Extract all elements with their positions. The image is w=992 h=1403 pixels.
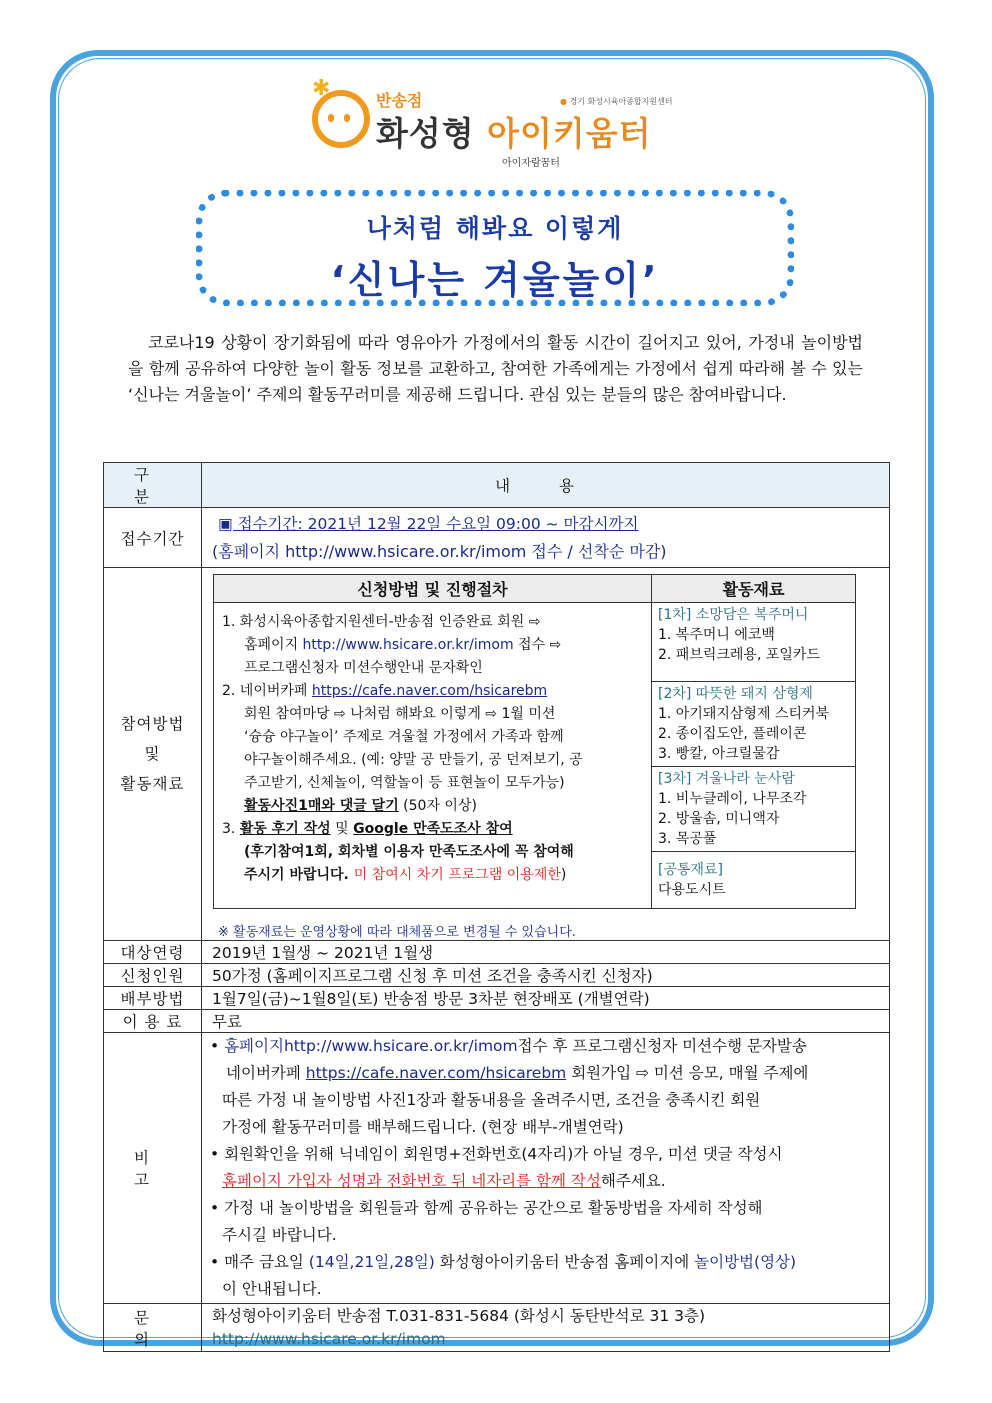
remarks-cafe-link[interactable]: https://cafe.naver.com/hsicarebm: [305, 1064, 567, 1082]
smile-face-icon: [312, 90, 370, 148]
distribution-value: 1월7일(금)~1월8일(토) 반송점 방문 3차분 현장배포 (개별연락): [202, 987, 890, 1010]
material-round2: [2차] 따뜻한 돼지 삼형제 1. 아기돼지삼형제 스티커북 2. 종이집도안, 플레이콘 3. 빵칼, 아크릴물감: [652, 682, 856, 767]
contact-url[interactable]: http://www.hsicare.or.kr/imom: [212, 1329, 446, 1348]
reception-period: ▣ 접수기간: 2021년 12월 22일 수요일 09:00 ~ 마감시까지: [218, 514, 639, 533]
applicants-row: [104, 964, 890, 987]
title-line1: 나처럼 해봐요 이렇게: [366, 214, 624, 243]
title-box: [196, 190, 794, 306]
intro-paragraph: 코로나19 상황이 장기화됨에 따라 영유아가 가정에서의 활동 시간이 길어지고 있어, 가정내 놀이방법을 함께 공유하여 다양한 놀이 활동 정보를 교환하고, 참여한 가족에게는 가정에서 쉽게 따라해 볼 수 있는 ‘신나는 겨울놀이’ 주제의 활동꾸러미를 제공해 드립니다. 관심 있는 분들의 많은 참여바랍니다.: [128, 333, 863, 404]
logo-name: [376, 108, 652, 155]
header-category: 구 분: [104, 463, 202, 508]
procedure-table: [213, 574, 856, 909]
applicants-label: 신청인원: [104, 964, 202, 987]
age-value: 2019년 1월생 ~ 2021년 1월생: [202, 941, 890, 964]
material-common: [공통재료] 다용도시트: [652, 852, 856, 909]
header-content: 내 용: [202, 463, 890, 508]
materials-note: ※ 활동재료는 운영상황에 따라 대체품으로 변경될 수 있습니다.: [218, 925, 576, 940]
center-logo-icon: ●: [560, 97, 567, 106]
logo-subtitle: 아이자람꿈터: [502, 158, 560, 169]
participation-content: [202, 568, 890, 941]
distribution-row: [104, 987, 890, 1010]
logo-name-part1: 화성형: [376, 114, 488, 153]
reception-label: 접수기간: [104, 508, 202, 568]
contact-info: 화성형아이키움터 반송점 T.031-831-5684 (화성시 동탄반석로 31 3층): [212, 1306, 706, 1325]
fee-row: [104, 1010, 890, 1033]
cafe-link[interactable]: https://cafe.naver.com/hsicarebm: [311, 683, 548, 699]
mat-header: 활동재료: [652, 575, 856, 603]
material-round3: [3차] 겨울나라 눈사람 1. 비누클레이, 나무조각 2. 방울솜, 미니액자 3. 목공풀: [652, 767, 856, 852]
age-label: 대상연령: [104, 941, 202, 964]
participation-row: [104, 568, 890, 941]
center-logo: [560, 96, 673, 107]
procedure-steps: 1. 화성시육아종합지원센터-반송점 인증완료 회원 ⇨ 홈페이지 http://www.hsicare.or.kr/imom 접수 ⇨ 프로그램신청자 미션수행안내 문자확인 2. 네이버카페 https://cafe.naver.com/hsicarebm 회원 참여마당 ⇨ 나처럼 해봐요 이렇게 ⇨ 1월 미션 ‘슝슝 야구놀이’ 주제로 겨울철 가정에서 가족과 함께 야구놀이해주세요. (예: 양말 공 만들기, 공 던져보기, 공 주고받기, 신체놀이, 역할놀이 등 표현놀이 모두가능) 활동사진1매와 댓글 달기 (50자 이상) 3. 활동 후기 작성 및 Google 만족도조사 참여 (후기참여1회, 회차별 이용자 만족도조사에 꼭 참여해 주시기 바랍니다. 미 참여시 차기 프로그램 이용제한): [214, 603, 652, 909]
contact-label: 문 의: [104, 1304, 202, 1352]
homepage-link[interactable]: http://www.hsicare.or.kr/imom: [302, 637, 514, 653]
fee-label: 이 용 료: [104, 1010, 202, 1033]
fee-value: 무료: [202, 1010, 890, 1033]
star-icon: ✱: [312, 76, 331, 101]
age-row: [104, 941, 890, 964]
info-table: [103, 462, 890, 1352]
material-round1: [1차] 소망담은 복주머니 1. 복주머니 에코백 2. 패브릭크레용, 포일카드: [652, 603, 856, 682]
table-header-row: [104, 463, 890, 508]
remarks-label: 비 고: [104, 1033, 202, 1304]
participation-label: 참여방법 및 활동재료: [104, 568, 202, 941]
logo-name-part2: 아이키움터: [487, 114, 652, 153]
applicants-value: 50가정 (홈페이지프로그램 신청 후 미션 조건을 충족시킨 신청자): [202, 964, 890, 987]
title-line2: ‘신나는 겨울놀이’: [330, 258, 660, 302]
remarks-content: • 홈페이지http://www.hsicare.or.kr/imom접수 후 프로그램신청자 미션수행 문자발송 네이버카페 https://cafe.naver.com/hsicarebm 회원가입 ⇨ 미션 응모, 매월 주제에 따른 가정 내 놀이방법 사진1장과 활동내용을 올려주시면, 조건을 충족시킨 회원 가정에 활동꾸러미를 배부해드립니다. (현장 배부-개별연락) • 회원확인을 위해 닉네임이 회원명+전화번호(4자리)가 아닐 경우, 미션 댓글 작성시 홈페이지 가입자 성명과 전화번호 뒤 네자리를 함께 작성해주세요. • 가정 내 놀이방법을 회원들과 함께 공유하는 공간으로 활동방법을 자세히 작성해 주시길 바랍니다. • 매주 금요일 (14일,21일,28일) 화성형아이키움터 반송점 홈페이지에 놀이방법(영상) 이 안내됩니다.: [202, 1033, 890, 1304]
remarks-homepage-link[interactable]: 홈페이지http://www.hsicare.or.kr/imom: [224, 1037, 518, 1055]
logo-branch: 반송점: [376, 91, 423, 110]
center-logo-text: 경기 화성시육아종합지원센터: [569, 97, 673, 106]
proc-header: 신청방법 및 진행절차: [214, 575, 652, 603]
reception-method: (홈페이지 http://www.hsicare.or.kr/imom 접수 / 선착순 마감): [212, 541, 667, 561]
reception-content: [202, 508, 890, 568]
contact-content: [202, 1304, 890, 1352]
contact-row: [104, 1304, 890, 1352]
logo: [310, 76, 680, 174]
reception-row: [104, 508, 890, 568]
distribution-label: 배부방법: [104, 987, 202, 1010]
remarks-row: [104, 1033, 890, 1304]
